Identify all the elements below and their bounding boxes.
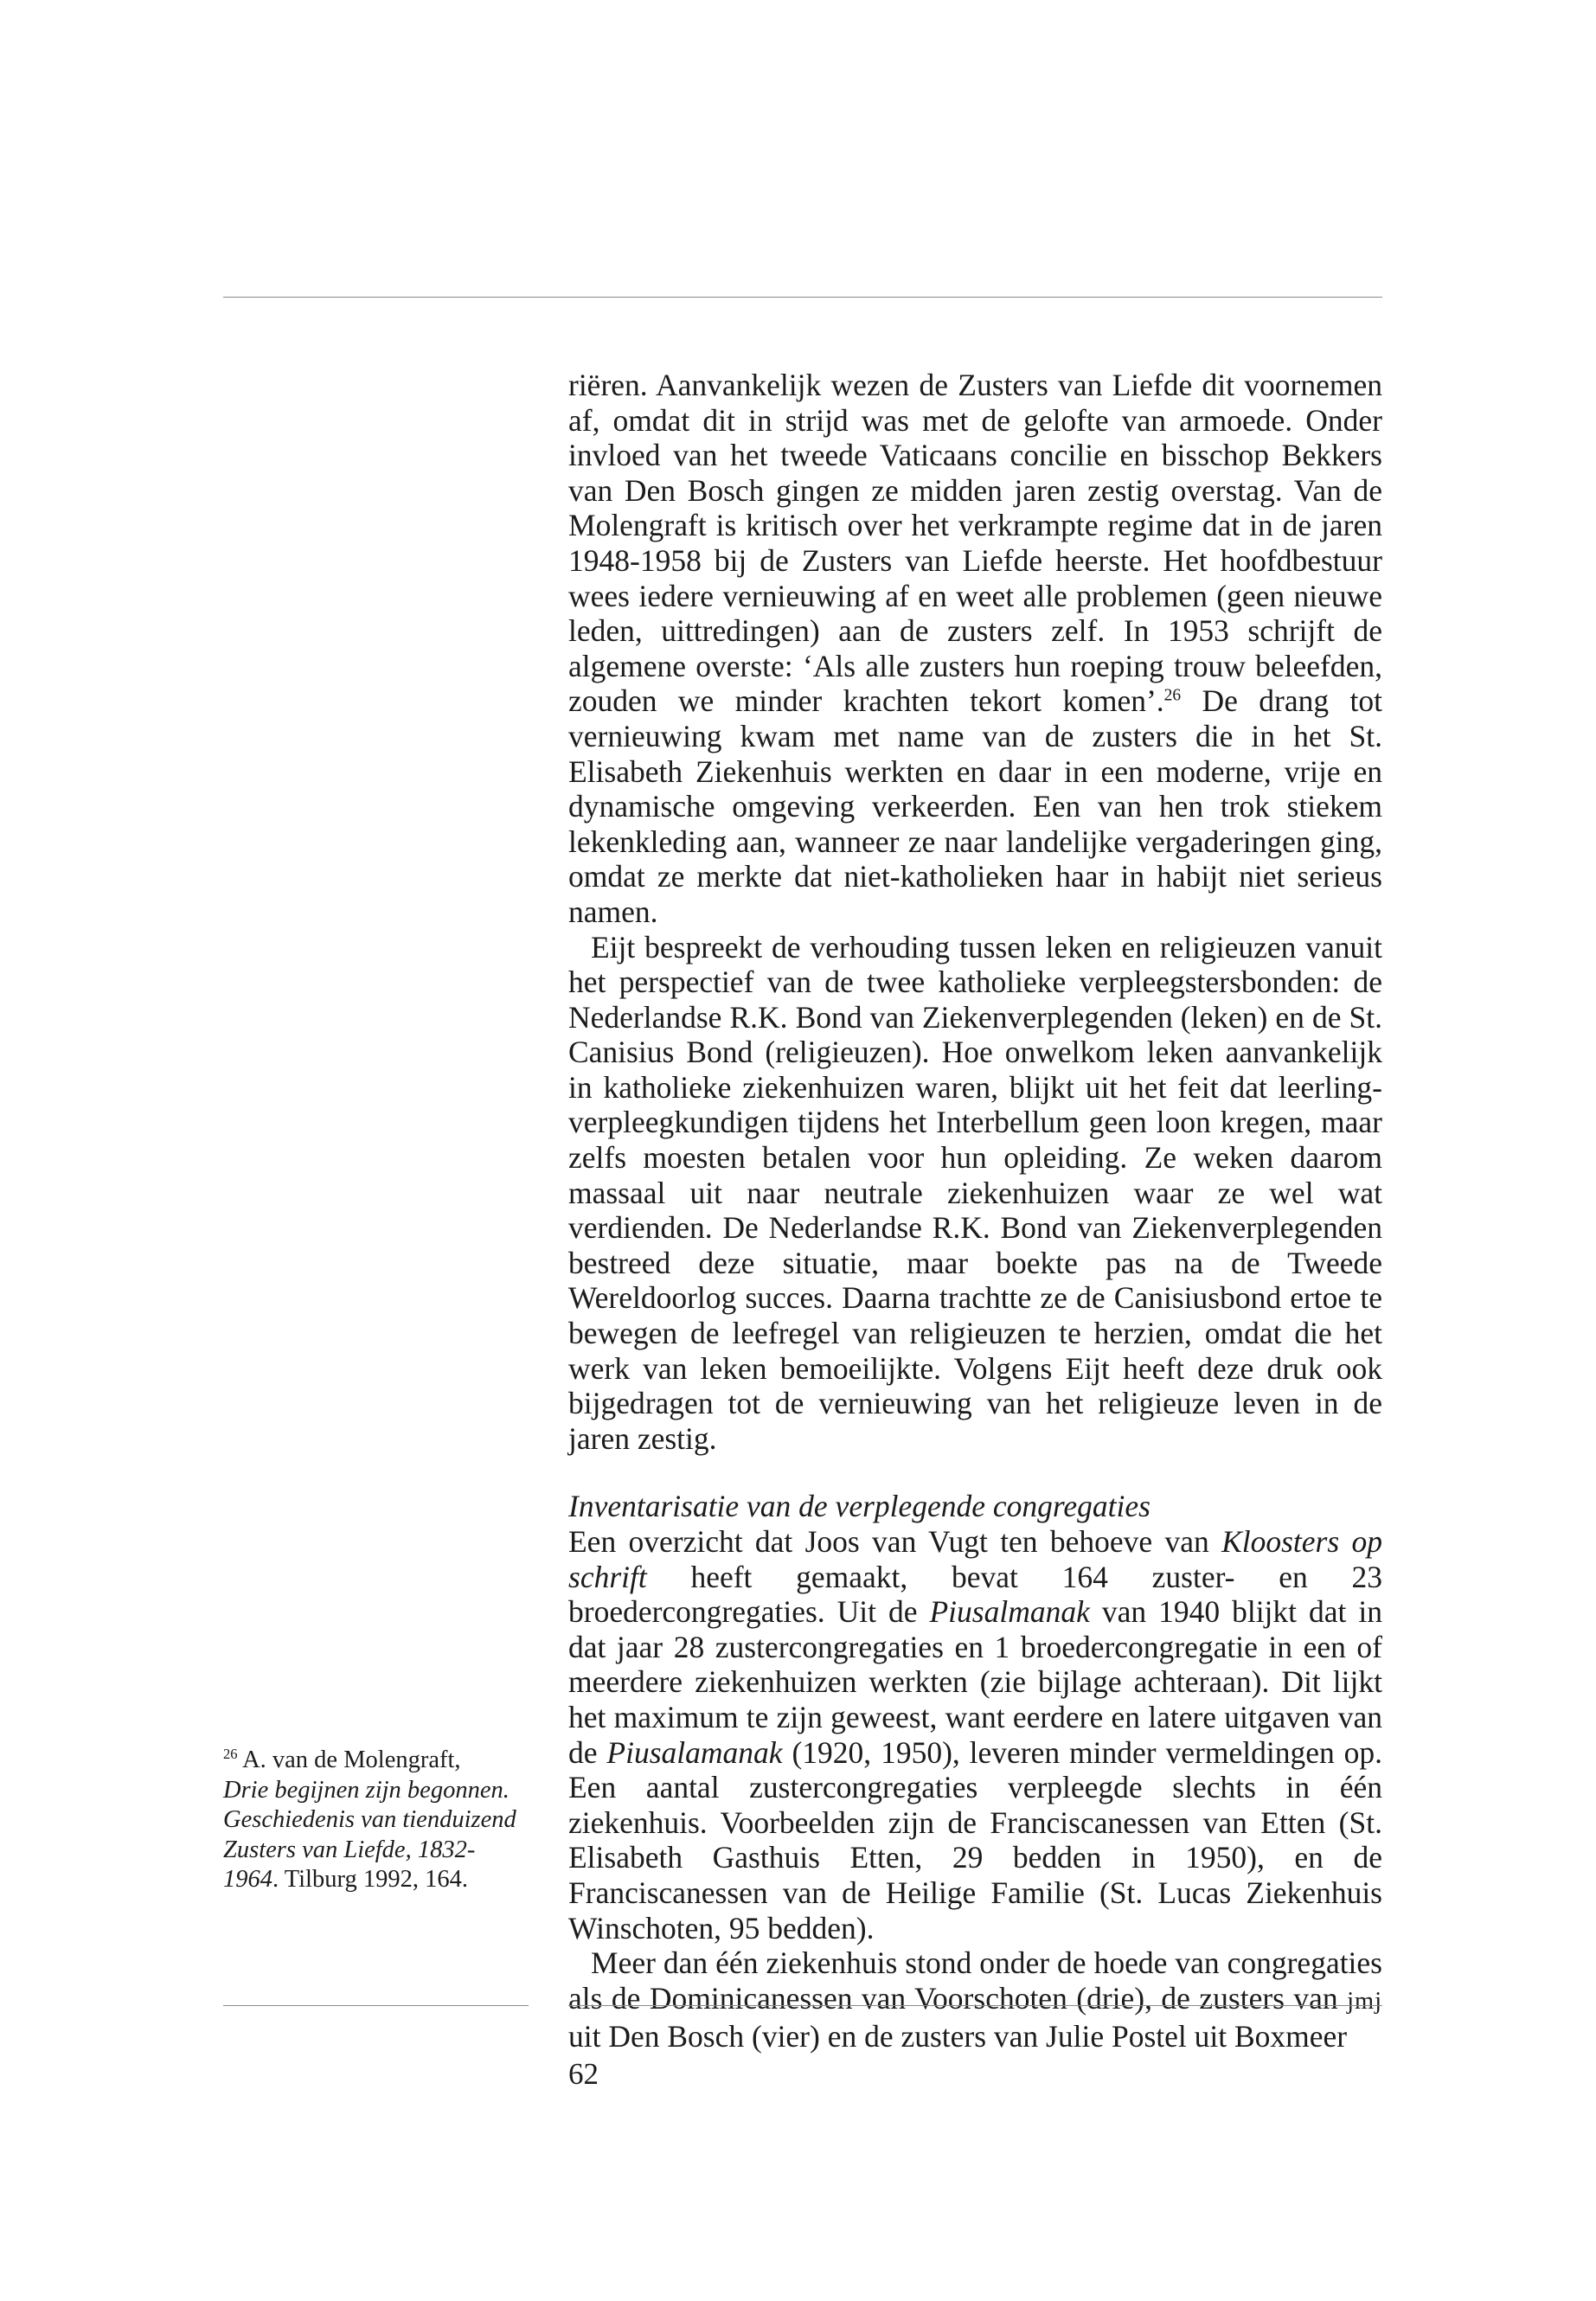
paragraph-1-text-a: riëren. Aanvankelijk wezen de Zusters van Liefde dit voornemen af, omdat dit in strijd was met de gelofte van armoede. Onder invloed van het tweede Vaticaans concilie en bisschop Bekkers van Den Bosch gingen ze midden jaren zestig overstag. Van de Molengraft is kritisch over het verkrampte regime dat in de jaren 1948-1958 bij de Zusters van Liefde heerste. Het hoofdbestuur wees iedere vernieuwing af en weet alle problemen (geen nieuwe leden, uittredingen) aan de zusters zelf. In 1953 schrijft de algemene overste: ‘Als alle zusters hun roeping trouw beleefden, zouden we minder krachten tekort komen’. [568,368,1382,719]
p3-italic-title-3: Piusalamanak [606,1734,783,1770]
section-heading: Inventarisatie van de verplegende congregaties [568,1489,1151,1524]
p3-text-2: heeft gemaakt, bevat 164 zuster- en 23 broedercongregaties. Uit de [568,1559,1382,1630]
paragraph-1-text-b: De drang tot vernieuwing kwam met name van de zusters die in het St. Elisabeth Ziekenhuis werkten en daar in een moderne, vrije en dynamische omgeving verkeerden. Een van hen trok stiekem lekenkleding aan, wanneer ze naar landelijke vergaderingen ging, omdat ze merkte dat niet-katholieken haar in habijt niet serieus namen. [568,683,1382,929]
paragraph-4 [568,1945,1382,2054]
p3-text-1: Een overzicht dat Joos van Vugt ten behoeve van [568,1524,1222,1559]
paragraph-2: Eijt bespreekt de verhouding tussen leken en religieuzen vanuit het perspectief van de twee katholieke verpleegstersbonden: de Nederlandse R.K. Bond van Ziekenverplegenden (leken) en de St. Canisius Bond (religieuzen). Hoe onwelkom leken aanvankelijk in katholieke ziekenhuizen waren, blijkt uit het feit dat leerling-verpleegkundigen tijdens het Interbellum geen loon kregen, maar zelfs moesten betalen voor hun opleiding. Ze weken daarom massaal uit naar neutrale ziekenhuizen waar ze wel wat verdienden. De Nederlandse R.K. Bond van Ziekenverplegenden bestreed deze situatie, maar boekte pas na de Tweede Wereldoorlog succes. Daarna trachtte ze de Canisiusbond ertoe te bewegen de leefregel van religieuzen te herzien, omdat die het werk van leken bemoeilijkte. Volgens Eijt heeft deze druk ook bijgedragen tot de vernieuwing van het religieuze leven in de jaren zestig. [568,929,1382,1456]
p4-text-1: Meer dan één ziekenhuis stond onder de hoede van congregaties als de Dominicanessen van Voorschoten (drie), de zusters van [568,1945,1382,2016]
bottom-rule [568,2005,1382,2006]
p3-italic-title-2: Piusalmanak [929,1594,1090,1630]
paragraph-1 [568,368,1382,930]
footnote-book-title: Drie begijnen zijn begonnen. Geschiedenis van tienduizend Zusters van Liefde, 1832-1964 [223,1776,516,1894]
p3-text-4: (1920, 1950), leveren minder vermeldingen op. Een aantal zustercongregaties verpleegde slechts in één ziekenhuis. Voorbeelden zijn de Franciscanessen van Etten (St. Elisabeth Gasthuis Etten, 29 bedden in 1950), en de Franciscanessen van de Heilige Familie (St. Lucas Ziekenhuis Winschoten, 95 bedden). [568,1734,1382,1945]
page-number: 62 [568,2057,599,2091]
paragraph-3 [568,1524,1382,1945]
footnote-reference: 26 [1163,686,1182,705]
p3-italic-title-1: Kloosters op schrift [568,1524,1383,1594]
footnote-author: A. van de Molengraft, [237,1747,461,1773]
p3-text-3: van 1940 blijkt dat in dat jaar 28 zustercongregaties en 1 broedercongregatie in een of meerdere ziekenhuizen werkten (zie bijlage achteraan). Dit lijkt het maximum te zijn geweest, want eerdere en latere uitgaven van de [568,1594,1382,1770]
top-rule [223,297,1382,298]
p4-small-caps: jmj [1347,1987,1382,2015]
footnote-26 [223,1746,526,1895]
footnote-rule [223,2005,529,2006]
p4-text-2: uit Den Bosch (vier) en de zusters van Julie Postel uit Boxmeer [568,2019,1348,2054]
footnote-number: 26 [223,1746,238,1763]
footnote-publication: . Tilburg 1992, 164. [272,1866,468,1894]
main-text-column [568,368,1382,2054]
